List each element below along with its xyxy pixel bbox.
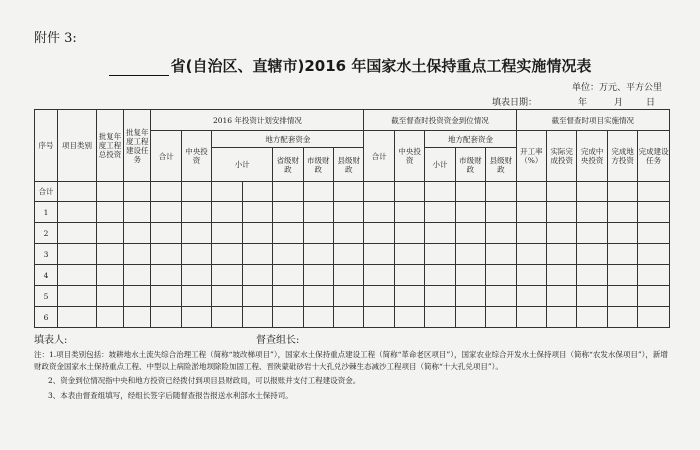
table-cell[interactable] <box>58 265 97 286</box>
table-cell[interactable] <box>273 307 303 328</box>
col-approved-task-header: 批复年度工程建设任务 <box>124 110 151 182</box>
attachment-label: 附件 3: <box>34 31 77 46</box>
table-cell[interactable] <box>547 286 577 307</box>
table-cell[interactable] <box>425 286 455 307</box>
table-cell[interactable] <box>364 265 394 286</box>
table-cell[interactable] <box>151 265 181 286</box>
table-cell[interactable] <box>151 223 181 244</box>
table-cell[interactable] <box>516 182 546 202</box>
table-cell[interactable] <box>547 182 577 202</box>
done-central-header: 完成中央投资 <box>577 131 607 182</box>
table-cell[interactable] <box>96 202 123 223</box>
table-cell[interactable] <box>607 244 637 265</box>
table-cell[interactable] <box>181 202 211 223</box>
table-cell[interactable] <box>273 286 303 307</box>
fill-date-year: 年 <box>578 98 588 108</box>
fill-date-month: 月 <box>614 98 624 108</box>
table-cell[interactable] <box>638 244 670 265</box>
table-cell[interactable] <box>394 307 424 328</box>
unit-label: 单位：万元、平方公里 <box>571 83 662 93</box>
table-cell[interactable] <box>607 307 637 328</box>
note-2: 2、资金到位情况指中央和地方投资已经拨付到项目县财政局，可以报账并支付工程建设资金。 <box>48 376 361 386</box>
table-cell[interactable] <box>124 223 151 244</box>
table-cell[interactable] <box>425 182 455 202</box>
fill-date-day: 日 <box>646 98 656 108</box>
table-cell[interactable] <box>486 202 516 223</box>
table-cell[interactable] <box>303 182 333 202</box>
done-local-header: 完成地方投资 <box>607 131 637 182</box>
table-cell[interactable] <box>455 307 485 328</box>
table-cell[interactable] <box>273 202 303 223</box>
table-cell[interactable] <box>242 202 272 223</box>
table-cell[interactable] <box>303 223 333 244</box>
table-cell[interactable] <box>638 182 670 202</box>
table-cell[interactable] <box>577 182 607 202</box>
table-cell[interactable] <box>212 244 242 265</box>
table-cell[interactable] <box>242 244 272 265</box>
table-cell[interactable] <box>547 307 577 328</box>
table-cell[interactable] <box>455 265 485 286</box>
table-cell[interactable] <box>638 286 670 307</box>
table-row <box>35 244 670 265</box>
table-cell[interactable] <box>486 307 516 328</box>
table-cell[interactable] <box>486 182 516 202</box>
table-cell[interactable] <box>516 202 546 223</box>
table-cell[interactable] <box>151 182 181 202</box>
table-cell[interactable] <box>486 244 516 265</box>
table-cell[interactable] <box>96 182 123 202</box>
table-cell[interactable] <box>333 244 364 265</box>
impl-group-header: 截至督查时项目实施情况 <box>516 110 669 131</box>
report-table <box>34 109 670 328</box>
table-cell[interactable] <box>58 223 97 244</box>
table-row <box>35 265 670 286</box>
fill-date-label: 填表日期： <box>492 98 538 108</box>
table-cell[interactable] <box>364 244 394 265</box>
table-cell[interactable] <box>364 307 394 328</box>
table-cell[interactable] <box>212 182 242 202</box>
table-cell[interactable] <box>455 202 485 223</box>
table-cell[interactable] <box>547 265 577 286</box>
table-cell[interactable] <box>516 223 546 244</box>
col-approved-invest-header: 批复年度工程总投资 <box>96 110 123 182</box>
table-cell[interactable] <box>58 286 97 307</box>
table-cell[interactable] <box>607 182 637 202</box>
funds-county-header: 县级财政 <box>486 148 516 182</box>
table-cell[interactable] <box>486 223 516 244</box>
table-cell[interactable] <box>124 182 151 202</box>
table-cell[interactable] <box>181 182 211 202</box>
table-cell[interactable] <box>212 307 242 328</box>
table-cell[interactable] <box>638 202 670 223</box>
table-cell[interactable] <box>547 223 577 244</box>
table-cell[interactable] <box>242 182 272 202</box>
table-cell[interactable] <box>333 182 364 202</box>
table-cell[interactable] <box>124 286 151 307</box>
table-cell[interactable] <box>273 244 303 265</box>
table-cell[interactable] <box>547 202 577 223</box>
row-label: 1 <box>35 202 58 223</box>
row-label: 6 <box>35 307 58 328</box>
table-cell[interactable] <box>547 244 577 265</box>
table-cell[interactable] <box>333 223 364 244</box>
table-cell[interactable] <box>333 286 364 307</box>
table-cell[interactable] <box>455 286 485 307</box>
header-row-1 <box>35 110 670 131</box>
plan-total-header: 合计 <box>151 131 181 182</box>
table-cell[interactable] <box>303 244 333 265</box>
table-cell[interactable] <box>303 202 333 223</box>
funds-group-header: 截至督查时投资资金到位情况 <box>364 110 516 131</box>
table-cell[interactable] <box>425 223 455 244</box>
plan-province-header: 省级财政 <box>273 148 303 182</box>
title-row <box>0 55 700 76</box>
table-cell[interactable] <box>58 244 97 265</box>
row-label: 3 <box>35 244 58 265</box>
table-cell[interactable] <box>394 223 424 244</box>
table-cell[interactable] <box>124 244 151 265</box>
table-cell[interactable] <box>638 265 670 286</box>
start-rate-header: 开工率（%） <box>516 131 546 182</box>
table-cell[interactable] <box>242 286 272 307</box>
table-cell[interactable] <box>303 307 333 328</box>
table-cell[interactable] <box>273 182 303 202</box>
done-task-header: 完成建设任务 <box>638 131 670 182</box>
table-cell[interactable] <box>212 202 242 223</box>
table-cell[interactable] <box>212 223 242 244</box>
table-cell[interactable] <box>516 265 546 286</box>
table-cell[interactable] <box>58 202 97 223</box>
table-cell[interactable] <box>303 286 333 307</box>
table-cell[interactable] <box>96 286 123 307</box>
table-cell[interactable] <box>577 307 607 328</box>
funds-total-header: 合计 <box>364 131 394 182</box>
notes <box>34 349 674 405</box>
table-cell[interactable] <box>181 286 211 307</box>
table-cell[interactable] <box>364 286 394 307</box>
table-cell[interactable] <box>516 244 546 265</box>
plan-subtotal-header: 小计 <box>212 148 273 182</box>
table-cell[interactable] <box>394 244 424 265</box>
table-cell[interactable] <box>486 265 516 286</box>
funds-city-header: 市级财政 <box>455 148 485 182</box>
table-cell[interactable] <box>425 265 455 286</box>
table-cell[interactable] <box>151 307 181 328</box>
plan-local-group-header: 地方配套资金 <box>212 131 364 148</box>
table-cell[interactable] <box>151 286 181 307</box>
table-cell[interactable] <box>577 286 607 307</box>
note-3: 3、本表由督查组填写，经组长签字后随督查报告报送水利部水土保持司。 <box>48 390 293 400</box>
plan-central-header: 中央投资 <box>181 131 211 182</box>
table-cell[interactable] <box>181 265 211 286</box>
table-cell[interactable] <box>96 265 123 286</box>
table-cell[interactable] <box>394 202 424 223</box>
table-cell[interactable] <box>273 265 303 286</box>
funds-local-group-header: 地方配套资金 <box>425 131 516 148</box>
note-1: 注：1.项目类别包括：坡耕地水土流失综合治理工程（简称“坡改梯项目”），国家水土保持重点建设工程（简称“革命老区项目”），国家农业综合开发水土保持项目（简称“农发水保项目”），新增财政资金国家水土保持重点工程、中型以上病险淤地坝除险加固工程、晋陕蒙砒砂岩十大孔兑沙棘生态减沙工程项目（简称“十大孔兑项目”）。 <box>34 350 668 371</box>
table-cell[interactable] <box>607 202 637 223</box>
table-cell[interactable] <box>124 202 151 223</box>
row-label: 合计 <box>35 182 58 202</box>
table-cell[interactable] <box>516 307 546 328</box>
actual-invest-header: 实际完成投资 <box>547 131 577 182</box>
table-cell[interactable] <box>577 202 607 223</box>
table-cell[interactable] <box>151 202 181 223</box>
table-cell[interactable] <box>638 223 670 244</box>
table-cell[interactable] <box>333 265 364 286</box>
row-label: 5 <box>35 286 58 307</box>
table-cell[interactable] <box>124 307 151 328</box>
table-cell[interactable] <box>212 286 242 307</box>
funds-subtotal-header: 小计 <box>425 148 455 182</box>
table-cell[interactable] <box>333 307 364 328</box>
table-cell[interactable] <box>333 202 364 223</box>
table-cell[interactable] <box>96 307 123 328</box>
table-cell[interactable] <box>181 223 211 244</box>
table-row <box>35 286 670 307</box>
table-cell[interactable] <box>394 265 424 286</box>
table-cell[interactable] <box>607 223 637 244</box>
table-cell[interactable] <box>455 244 485 265</box>
table-cell[interactable] <box>242 223 272 244</box>
table-cell[interactable] <box>273 223 303 244</box>
table-cell[interactable] <box>96 244 123 265</box>
table-cell[interactable] <box>58 182 97 202</box>
table-cell[interactable] <box>364 202 394 223</box>
col-type-header: 项目类别 <box>58 110 97 182</box>
table-row <box>35 223 670 244</box>
plan-county-header: 县级财政 <box>333 148 364 182</box>
table-cell[interactable] <box>242 265 272 286</box>
table-cell[interactable] <box>425 202 455 223</box>
province-blank <box>109 61 169 76</box>
table-cell[interactable] <box>577 244 607 265</box>
table-cell[interactable] <box>607 265 637 286</box>
table-cell[interactable] <box>486 286 516 307</box>
table-cell[interactable] <box>303 265 333 286</box>
funds-central-header: 中央投资 <box>394 131 424 182</box>
row-label: 4 <box>35 265 58 286</box>
table-cell[interactable] <box>638 307 670 328</box>
leader-label: 督查组长: <box>256 335 300 346</box>
table-cell[interactable] <box>96 223 123 244</box>
table-cell[interactable] <box>151 244 181 265</box>
table-cell[interactable] <box>394 286 424 307</box>
table-cell[interactable] <box>455 223 485 244</box>
table-row <box>35 307 670 328</box>
table-cell[interactable] <box>394 182 424 202</box>
table-cell[interactable] <box>181 244 211 265</box>
table-row <box>35 182 670 202</box>
plan-city-header: 市级财政 <box>303 148 333 182</box>
page-title: 省(自治区、直辖市)2016 年国家水土保持重点工程实施情况表 <box>170 57 592 75</box>
plan-group-header: 2016 年投资计划安排情况 <box>151 110 364 131</box>
row-label: 2 <box>35 223 58 244</box>
fill-date <box>492 95 672 108</box>
table-cell[interactable] <box>607 286 637 307</box>
table-row <box>35 202 670 223</box>
table-cell[interactable] <box>577 265 607 286</box>
table-cell[interactable] <box>181 307 211 328</box>
filler-label: 填表人: <box>34 335 68 346</box>
table-cell[interactable] <box>577 223 607 244</box>
table-cell[interactable] <box>124 265 151 286</box>
table-cell[interactable] <box>364 182 394 202</box>
table-cell[interactable] <box>425 307 455 328</box>
table-cell[interactable] <box>455 182 485 202</box>
table-cell[interactable] <box>364 223 394 244</box>
table-cell[interactable] <box>516 286 546 307</box>
table-body <box>35 182 670 328</box>
table-cell[interactable] <box>242 307 272 328</box>
table-cell[interactable] <box>425 244 455 265</box>
table-cell[interactable] <box>58 307 97 328</box>
table-cell[interactable] <box>212 265 242 286</box>
col-seq-header: 序号 <box>35 110 58 182</box>
